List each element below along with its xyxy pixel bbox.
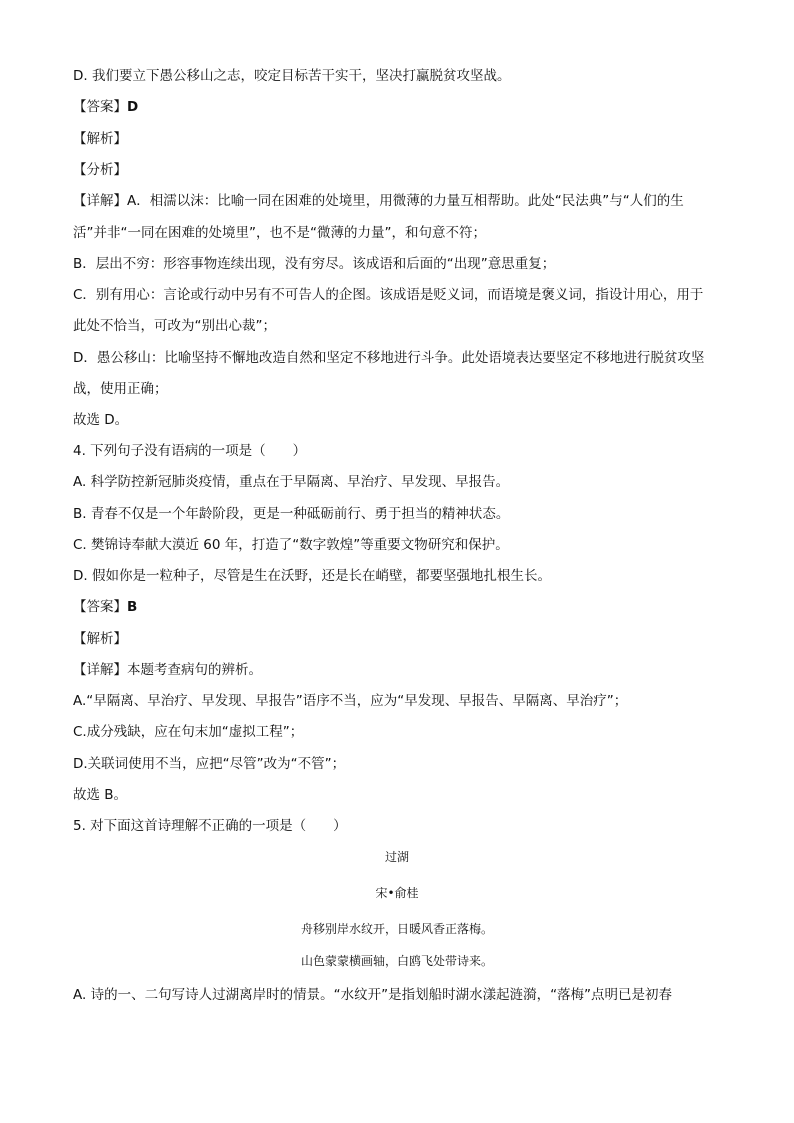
q4-answer (73, 597, 723, 617)
detail-text: 本题考查病句的辨析。 (127, 662, 262, 678)
q3-jiexi-tag: 【解析】 (73, 131, 127, 147)
q4-option-c: C. 樊锦诗奉献大漠近 60 年，打造了“数字敦煌”等重要文物研究和保护。 (73, 537, 509, 553)
q4-option-b: B. 青春不仅是一个年龄阶段，更是一种砥砺前行、勇于担当的精神状态。 (73, 506, 510, 522)
q4-conclusion: 故选 B。 (73, 787, 128, 803)
poem-author: 宋•俞桂 (375, 886, 419, 900)
q4-option-a: A. 科学防控新冠肺炎疫情，重点在于早隔离、早治疗、早发现、早报告。 (73, 474, 510, 490)
detail-text: A．相濡以沫：比喻一同在困难的处境里，用微薄的力量互相帮助。此处“民法典”与“人们的生 (127, 193, 684, 209)
q5-option-a: A. 诗的一、二句写诗人过湖离岸时的情景。“水纹开”是指划船时湖水漾起涟漪，“落梅”点明已是初春 (73, 987, 673, 1003)
detail-tag: 【详解】 (73, 662, 127, 678)
poem-line-1: 舟移别岸水纹开，日暖风香正落梅。 (300, 922, 493, 936)
q3-detail-b: B．层出不穷：形容事物连续出现，没有穷尽。该成语和后面的“出现”意思重复； (73, 256, 556, 272)
q3-detail-a-line2: 活”并非“一同在困难的处境里”，也不是“微薄的力量”，和句意不符； (73, 225, 486, 241)
q4-jiexi-tag: 【解析】 (73, 631, 127, 647)
q4-option-d: D. 假如你是一粒种子，尽管是生在沃野，还是长在峭壁，都要坚强地扎根生长。 (73, 568, 551, 584)
answer-tag: 【答案】 (73, 599, 127, 615)
answer-value: D (127, 99, 139, 115)
q3-detail-a-line1 (73, 191, 723, 211)
answer-tag: 【答案】 (73, 99, 127, 115)
q5-stem: 5. 对下面这首诗理解不正确的一项是（ ） (73, 818, 347, 834)
poem-line-2: 山色蒙蒙横画轴，白鸥飞处带诗来。 (300, 954, 493, 968)
q3-answer (73, 97, 723, 117)
q3-conclusion: 故选 D。 (73, 412, 129, 428)
q4-stem: 4. 下列句子没有语病的一项是（ ） (73, 443, 307, 459)
q3-detail-c-line1: C．别有用心：言论或行动中另有不可告人的企图。该成语是贬义词，而语境是褒义词，指设计用心，用于 (73, 287, 704, 303)
q3-option-d: D. 我们要立下愚公移山之志，咬定目标苦干实干，坚决打赢脱贫攻坚战。 (73, 68, 511, 84)
q3-detail-d-line2: 战，使用正确； (73, 381, 168, 397)
q4-detail-c: C.成分残缺，应在句末加“虚拟工程”； (73, 724, 304, 740)
q4-detail-d: D.关联词使用不当，应把“尽管”改为“不管”； (73, 756, 346, 772)
answer-value: B (127, 599, 138, 615)
q3-detail-c-line2: 此处不恰当，可改为“别出心裁”； (73, 318, 276, 334)
detail-tag: 【详解】 (73, 193, 127, 209)
q3-detail-d-line1: D．愚公移山：比喻坚持不懈地改造自然和坚定不移地进行斗争。此处语境表达要坚定不移地进行脱贫攻坚 (73, 350, 705, 366)
q4-detail-a: A.“早隔离、早治疗、早发现、早报告”语序不当，应为“早发现、早报告、早隔离、早治疗”； (73, 693, 628, 709)
q4-detail-intro (73, 660, 723, 680)
q3-fenxi-tag: 【分析】 (73, 162, 127, 178)
poem-title: 过湖 (384, 850, 409, 864)
